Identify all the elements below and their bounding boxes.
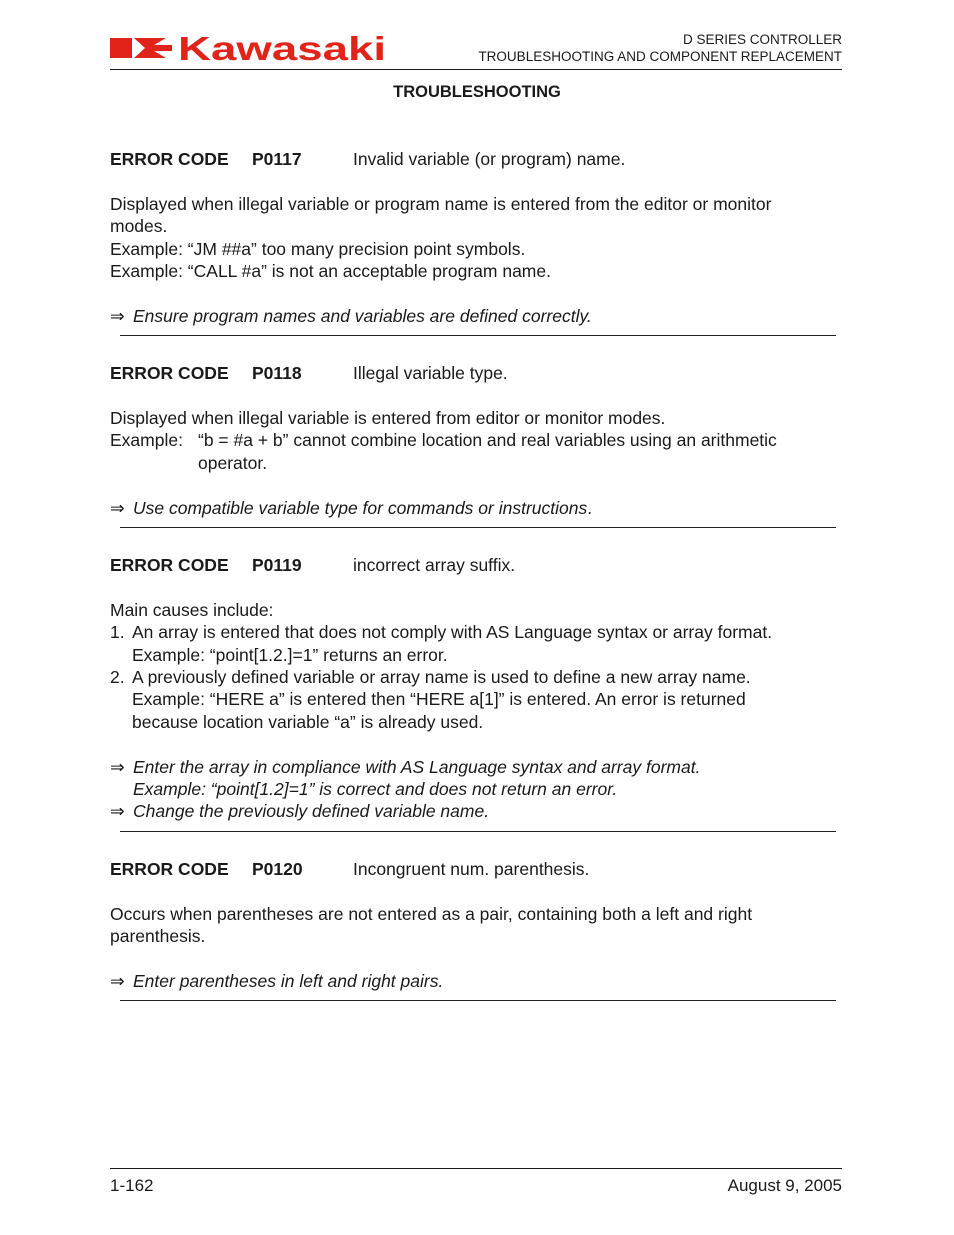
list-item-example: Example: “point[1.2.]=1” returns an error. — [132, 644, 448, 665]
list-item — [110, 621, 842, 666]
solution-text: Enter parentheses in left and right pairs. — [133, 970, 444, 991]
manual-section-title: TROUBLESHOOTING AND COMPONENT REPLACEMENT — [478, 49, 842, 64]
error-code-label: ERROR CODE — [110, 858, 229, 879]
error-description: Illegal variable type. — [353, 363, 508, 384]
list-item-example: Example: “HERE a” is entered then “HERE a[1]” is entered. An error is returned because location variable “a” is already used. — [132, 689, 746, 732]
list-number: 2. — [110, 667, 125, 687]
error-code-label: ERROR CODE — [110, 555, 229, 575]
body-line: Example: “CALL #a” is not an acceptable program name. — [110, 261, 551, 281]
error-heading — [110, 554, 842, 576]
section-title: TROUBLESHOOTING — [393, 83, 561, 101]
error-heading — [110, 858, 842, 880]
revision-date: August 9, 2005 — [727, 1176, 842, 1195]
separator-rule — [120, 1000, 836, 1001]
example-text: “b = #a + b” cannot combine location and real variables using an arithmetic operator. — [198, 430, 777, 473]
solution — [110, 970, 842, 992]
page-number: 1-162 — [110, 1176, 154, 1195]
body-line: Example: “JM ##a” too many precision point symbols. — [110, 238, 526, 259]
solution — [110, 800, 842, 822]
kawasaki-logo — [110, 32, 388, 64]
error-entry-p0120 — [110, 858, 842, 1001]
footer-rule — [110, 1168, 842, 1169]
error-entry-p0118 — [110, 362, 842, 528]
body-line: Displayed when illegal variable is entered from editor or monitor modes. — [110, 407, 666, 428]
error-heading — [110, 148, 842, 170]
running-header — [478, 31, 842, 65]
solution — [110, 305, 842, 327]
error-list — [110, 148, 842, 1027]
solution-text: Ensure program names and variables are defined correctly. — [133, 305, 592, 326]
solution-text: Change the previously defined variable name. — [133, 801, 490, 822]
error-code: P0117 — [252, 149, 302, 169]
error-entry-p0119 — [110, 554, 842, 832]
solution-example: Example: “point[1.2]=1” is correct and does not return an error. — [133, 779, 618, 800]
error-code: P0118 — [252, 363, 302, 384]
arrow-icon: ⇒ — [110, 305, 125, 326]
body-line: parenthesis. — [110, 926, 206, 947]
solution-text: Use compatible variable type for commands or instructions. — [133, 497, 593, 518]
example-label: Example: — [110, 430, 183, 451]
error-description: Incongruent num. parenthesis. — [353, 858, 590, 879]
separator-rule — [120, 335, 836, 336]
list-number: 1. — [110, 622, 125, 643]
body-line: Displayed when illegal variable or program name is entered from the editor or monitor — [110, 193, 772, 214]
error-code-label: ERROR CODE — [110, 149, 229, 169]
svg-text:Kawasaki: Kawasaki — [178, 32, 386, 64]
series-title: D SERIES CONTROLLER — [682, 32, 842, 47]
body-line: Occurs when parentheses are not entered as a pair, containing both a left and right — [110, 903, 753, 924]
arrow-icon: ⇒ — [110, 970, 125, 991]
arrow-icon: ⇒ — [110, 801, 125, 822]
arrow-icon: ⇒ — [110, 497, 125, 518]
error-description: incorrect array suffix. — [353, 555, 516, 575]
header-rule — [110, 69, 842, 70]
error-heading — [110, 362, 842, 384]
error-entry-p0117 — [110, 148, 842, 336]
error-code-label: ERROR CODE — [110, 363, 229, 384]
separator-rule — [120, 831, 836, 832]
arrow-icon: ⇒ — [110, 756, 125, 777]
list-item — [110, 666, 842, 733]
body-line: modes. — [110, 216, 168, 237]
kawasaki-logo-mark — [110, 32, 388, 64]
intro-line: Main causes include: — [110, 599, 274, 620]
error-code: P0120 — [252, 858, 303, 879]
separator-rule — [120, 527, 836, 528]
solution — [110, 497, 842, 519]
solution — [110, 756, 842, 801]
list-item-text: An array is entered that does not comply with AS Language syntax or array format. — [132, 622, 773, 643]
solution-text: Enter the array in compliance with AS Language syntax and array format. — [133, 756, 701, 777]
example-block — [110, 429, 842, 474]
list-item-text: A previously defined variable or array name is used to define a new array name. — [132, 667, 751, 687]
error-code: P0119 — [252, 555, 302, 575]
error-description: Invalid variable (or program) name. — [353, 149, 626, 169]
